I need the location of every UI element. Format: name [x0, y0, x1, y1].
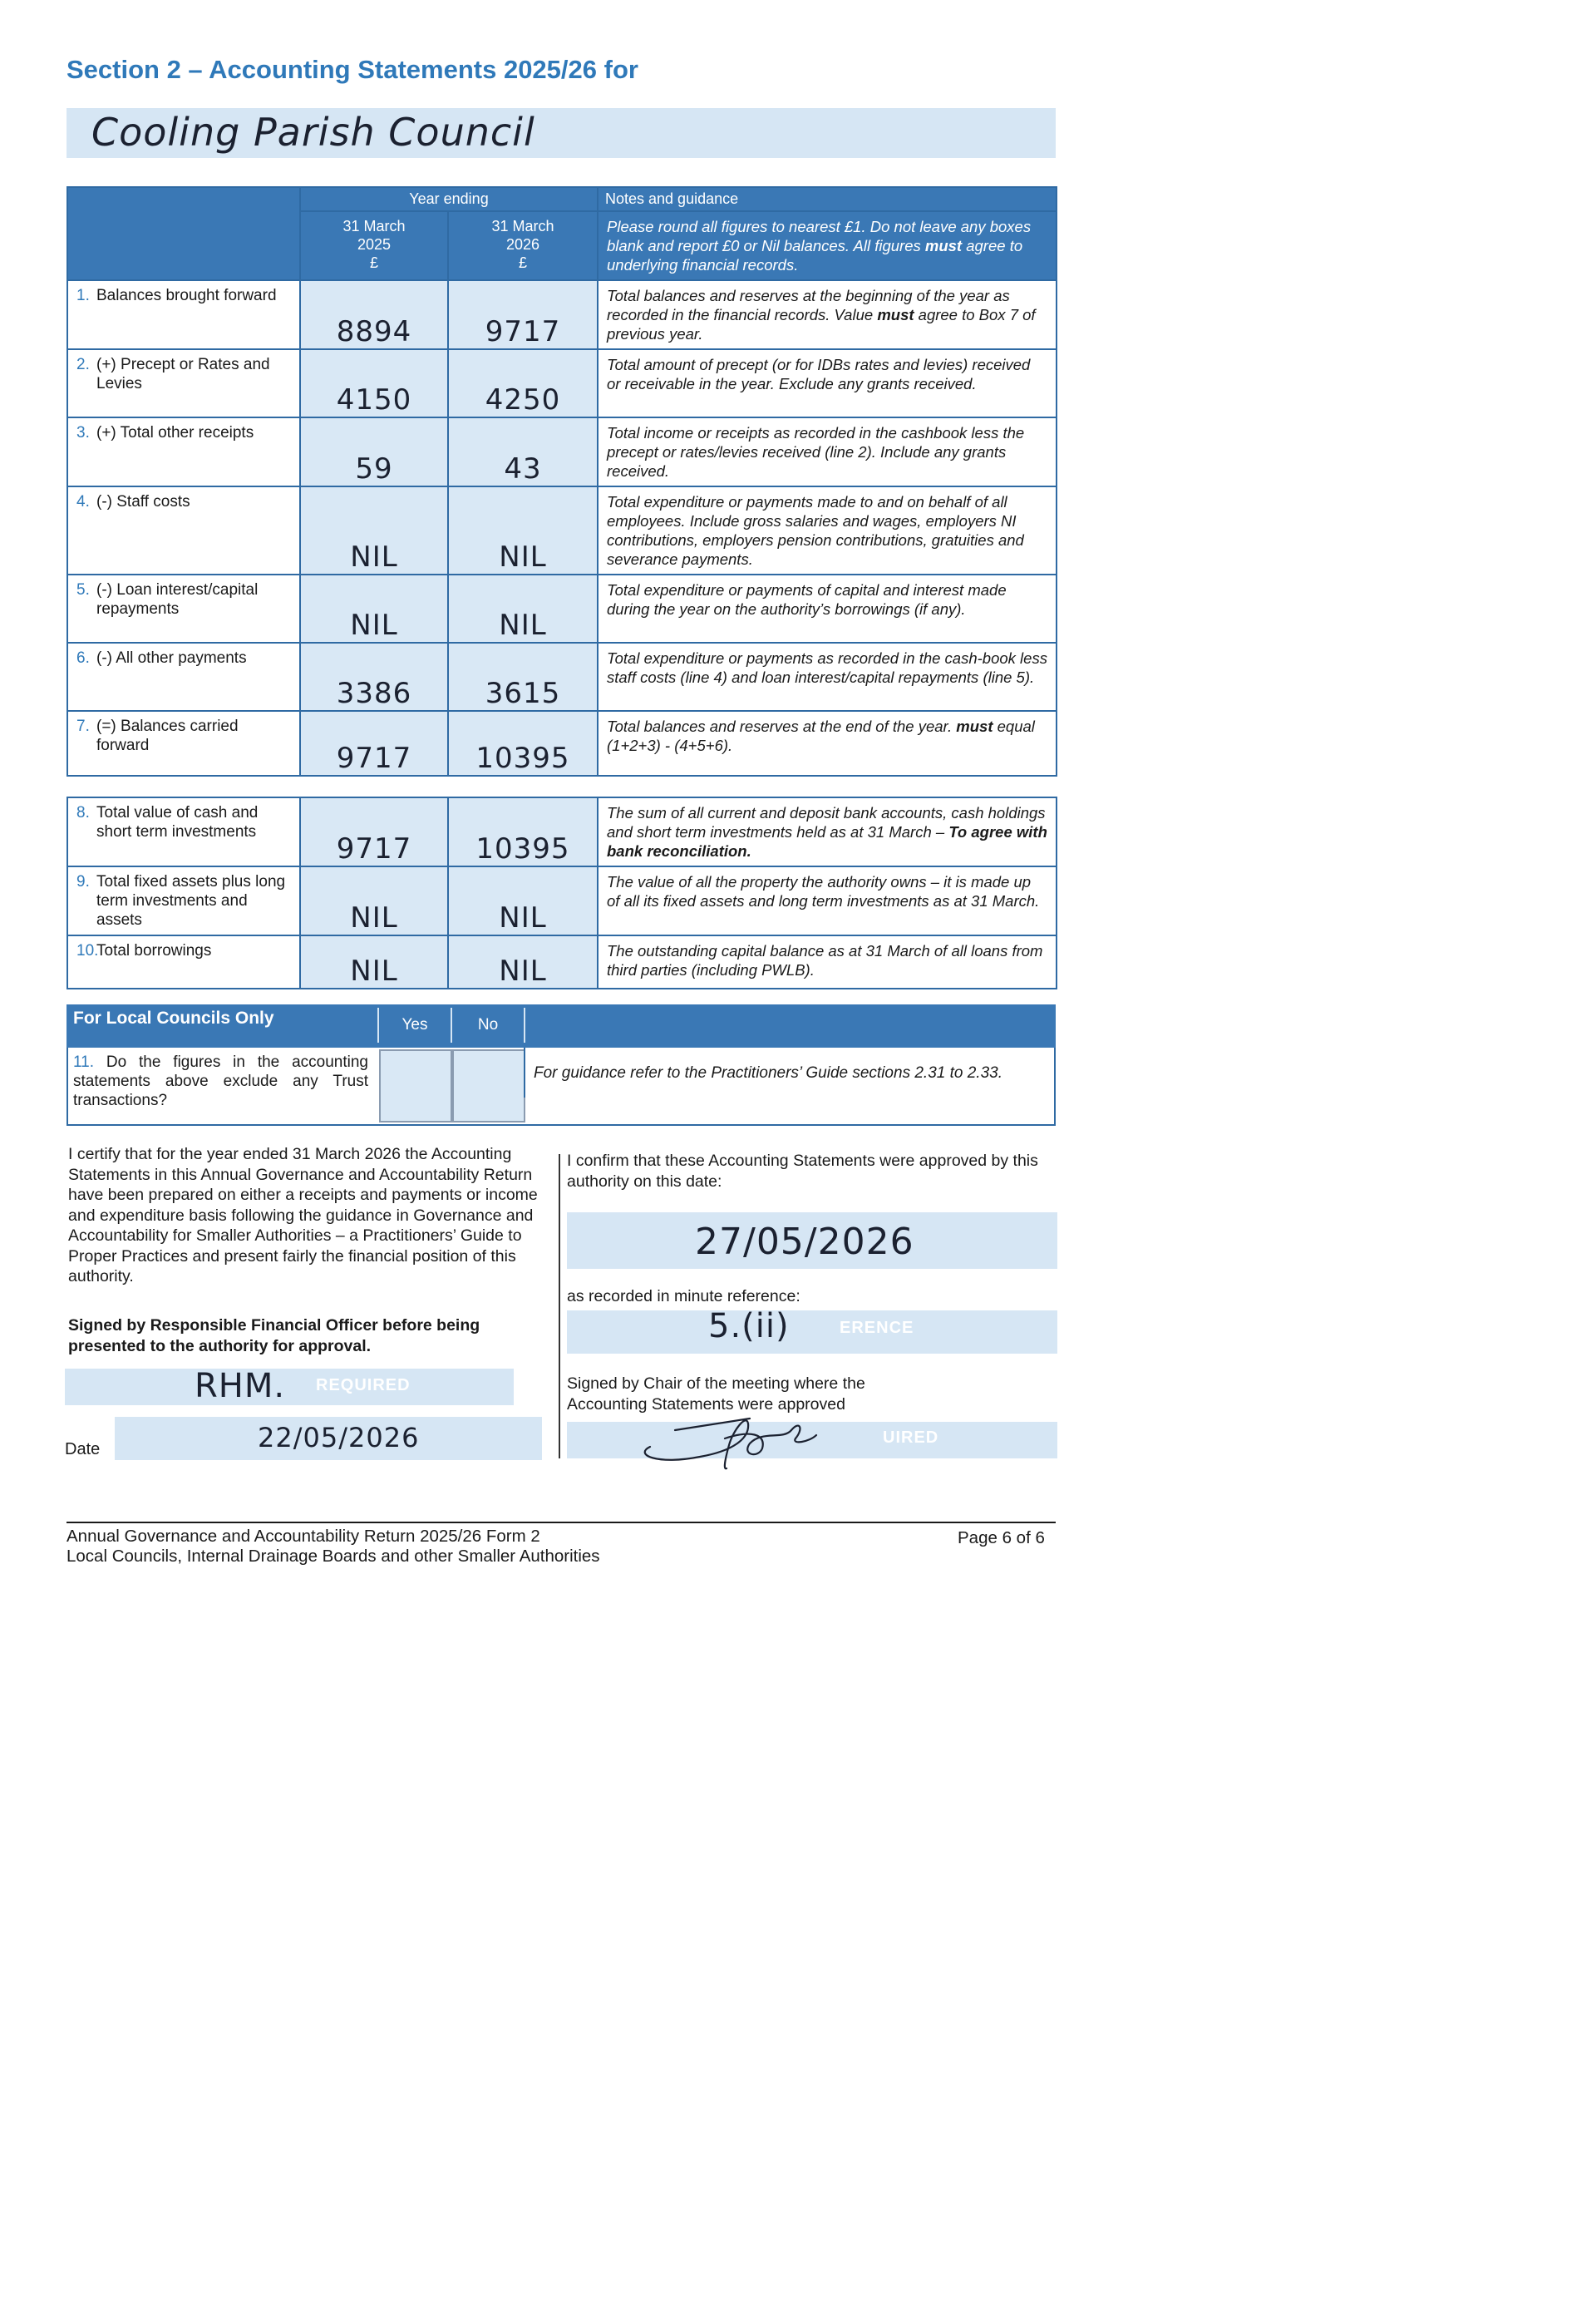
row-guidance-tail: agree to Box 7 of previous year. — [607, 306, 1036, 343]
rfo-date-label: Date — [65, 1440, 101, 1458]
value-2025-field[interactable]: NIL — [300, 866, 448, 935]
notes-intro-post: agree to underlying financial records. — [607, 237, 1023, 274]
row-guidance-text: The value of all the property the authority owns – it is made up of all its fixed assets and long term investments as at 31 March. — [607, 873, 1040, 910]
value-2026-field[interactable]: NIL — [448, 486, 598, 575]
value-2026-field[interactable]: 4250 — [448, 349, 598, 417]
question-11-guidance: For guidance refer to the Practitioners’ Guide sections 2.31 to 2.33. — [534, 1064, 1002, 1082]
question-11-no-checkbox[interactable] — [452, 1049, 525, 1122]
question-11-label: Do the figures in the accounting statements above exclude any Trust transactions? — [73, 1053, 368, 1109]
row-label-cell — [67, 643, 300, 711]
row-label: (-) Staff costs — [96, 493, 190, 511]
year-ending-header: Year ending — [300, 187, 598, 211]
statement-row — [67, 349, 1057, 417]
notes-heading: Notes and guidance — [598, 187, 1057, 211]
row-label-cell — [67, 797, 300, 866]
footer-rule — [66, 1522, 1056, 1523]
approval-date-value: 27/05/2026 — [695, 1221, 914, 1263]
notes-intro — [598, 211, 1057, 280]
page-number: Page 6 of 6 — [958, 1528, 1045, 1547]
value-2025-field[interactable]: 9717 — [300, 797, 448, 866]
value-2025-field[interactable]: NIL — [300, 935, 448, 989]
row-label: (+) Total other receipts — [96, 424, 254, 442]
row-guidance-bold: must — [877, 306, 914, 323]
row-guidance-text: The sum of all current and deposit bank accounts, cash holdings and short term investments held as at 31 March – — [607, 804, 1046, 841]
rfo-signature-field[interactable] — [65, 1369, 514, 1405]
accounting-statements-table — [66, 186, 1057, 777]
chair-signature-label: Signed by Chair of the meeting where the Accounting Statements were approved — [567, 1374, 865, 1414]
value-2025-field[interactable]: NIL — [300, 486, 448, 575]
asset-rows — [67, 797, 1057, 989]
minute-reference-watermark: ERENCE — [840, 1319, 914, 1337]
value-2026-field[interactable]: NIL — [448, 935, 598, 989]
rfo-required-watermark: REQUIRED — [316, 1376, 411, 1394]
row-guidance — [598, 935, 1057, 989]
row-guidance — [598, 486, 1057, 575]
column-2026-year: 2026 — [505, 236, 540, 253]
value-2026-field[interactable]: 10395 — [448, 711, 598, 776]
row-guidance-text: Total amount of precept (or for IDBs rates and levies) received or receivable in the year. Exclude any grants received. — [607, 356, 1031, 392]
row-label-cell — [67, 349, 300, 417]
no-column-label: No — [451, 1008, 525, 1043]
footer-form-title: Annual Governance and Accountability Return 2025/26 Form 2 — [66, 1527, 540, 1546]
statement-row — [67, 711, 1057, 776]
row-label: Total borrowings — [96, 942, 212, 960]
row-guidance-bold: must — [956, 718, 993, 735]
row-label-cell — [67, 935, 300, 989]
statement-row — [67, 866, 1057, 935]
row-guidance-bold: To agree with bank reconciliation. — [607, 823, 1047, 860]
row-label-cell — [67, 417, 300, 486]
row-guidance-text: Total balances and reserves at the beginning of the year as recorded in the financial records. Value — [607, 287, 1010, 323]
row-label: (=) Balances carried forward — [96, 718, 239, 754]
row-guidance-tail: equal (1+2+3) - (4+5+6). — [607, 718, 1035, 754]
section-title: Section 2 – Accounting Statements 2025/26 for — [66, 55, 638, 84]
row-label-cell — [67, 486, 300, 575]
rfo-date-value: 22/05/2026 — [258, 1422, 420, 1453]
row-number: 9. — [76, 873, 90, 891]
value-2025-field[interactable]: 9717 — [300, 711, 448, 776]
local-councils-title: For Local Councils Only — [73, 1009, 274, 1028]
chair-signature — [625, 1405, 874, 1472]
row-label: (+) Precept or Rates and Levies — [96, 356, 270, 392]
minute-reference-field[interactable] — [567, 1310, 1057, 1354]
statement-rows — [67, 280, 1057, 776]
row-label-cell — [67, 711, 300, 776]
row-label: (-) Loan interest/capital repayments — [96, 581, 259, 618]
footer-authority-types: Local Councils, Internal Drainage Boards and other Smaller Authorities — [66, 1547, 600, 1566]
value-2026-field[interactable]: 9717 — [448, 280, 598, 349]
rfo-signature: RHM. — [195, 1367, 286, 1405]
column-header-2026 — [448, 211, 598, 280]
value-2026-field[interactable]: NIL — [448, 866, 598, 935]
row-number: 4. — [76, 493, 90, 511]
value-2025-field[interactable]: 8894 — [300, 280, 448, 349]
approval-confirmation-text: I confirm that these Accounting Statements were approved by this authority on this date: — [567, 1152, 1038, 1191]
statement-row — [67, 575, 1057, 643]
row-label-cell — [67, 575, 300, 643]
statement-row — [67, 643, 1057, 711]
rfo-signing-instruction: Signed by Responsible Financial Officer before being presented to the authority for approval. — [68, 1316, 480, 1355]
row-number: 10. — [76, 942, 99, 960]
row-guidance-text: Total balances and reserves at the end of the year. — [607, 718, 957, 735]
row-guidance — [598, 575, 1057, 643]
row-guidance-text: The outstanding capital balance as at 31 March of all loans from third parties (including PWLB). — [607, 942, 1043, 979]
header-blank-cell — [67, 187, 300, 280]
value-2025-field[interactable]: 59 — [300, 417, 448, 486]
row-label: (-) All other payments — [96, 649, 247, 667]
minute-reference-value: 5.(ii) — [708, 1307, 790, 1345]
yes-column-label: Yes — [377, 1008, 451, 1043]
question-11-number: 11. — [73, 1053, 95, 1071]
row-guidance — [598, 280, 1057, 349]
column-header-2025 — [300, 211, 448, 280]
statement-row — [67, 417, 1057, 486]
divider-line — [524, 1048, 525, 1098]
column-2026-unit: £ — [518, 254, 527, 271]
row-guidance-text: Total income or receipts as recorded in the cashbook less the precept or rates/levies received (line 2). Include any grants received. — [607, 424, 1025, 480]
row-label: Total value of cash and short term investments — [96, 804, 259, 841]
row-label-cell — [67, 866, 300, 935]
value-2026-field[interactable]: NIL — [448, 575, 598, 643]
value-2025-field[interactable]: 3386 — [300, 643, 448, 711]
row-number: 6. — [76, 649, 90, 667]
statement-row — [67, 280, 1057, 349]
notes-intro-bold: must — [924, 237, 963, 254]
row-guidance-text: Total expenditure or payments of capital and interest made during the year on the authority’s borrowings (if any). — [607, 581, 1007, 618]
council-name-handwritten: Cooling Parish Council — [91, 110, 535, 155]
row-guidance — [598, 349, 1057, 417]
row-number: 5. — [76, 581, 90, 599]
value-2026-field[interactable]: 3615 — [448, 643, 598, 711]
column-2025-unit: £ — [369, 254, 378, 271]
assets-table — [66, 797, 1057, 989]
vertical-divider — [559, 1154, 560, 1458]
value-2026-field[interactable]: 43 — [448, 417, 598, 486]
row-guidance-text: Total expenditure or payments as recorded in the cash-book less staff costs (line 4) and loan interest/capital repayments (line 5). — [607, 649, 1047, 686]
minute-reference-label: as recorded in minute reference: — [567, 1287, 800, 1305]
row-label-cell — [67, 280, 300, 349]
question-11-text — [73, 1053, 368, 1110]
notes-intro-pre: Please round all figures to nearest £1. Do not leave any boxes blank and report £0 or Nil balances. All figures — [607, 218, 1032, 254]
row-number: 1. — [76, 287, 90, 304]
row-number: 2. — [76, 356, 90, 373]
row-guidance — [598, 643, 1057, 711]
row-number: 8. — [76, 804, 90, 822]
row-guidance — [598, 797, 1057, 866]
rfo-certification-text: I certify that for the year ended 31 March 2026 the Accounting Statements in this Annual Governance and Accountability Return have been prepared on either a receipts and payments or income and expenditure basis following the guidance in Governance and Accountability for Smaller Authorities – a Practitioners’ Guide to Proper Practices and present fairly the financial position of this authority. — [68, 1145, 538, 1285]
value-2025-field[interactable]: 4150 — [300, 349, 448, 417]
column-2026-date: 31 March — [491, 218, 554, 234]
row-guidance — [598, 711, 1057, 776]
statement-row — [67, 935, 1057, 989]
row-guidance — [598, 417, 1057, 486]
chair-required-watermark: UIRED — [883, 1428, 939, 1447]
value-2025-field[interactable]: NIL — [300, 575, 448, 643]
statement-row — [67, 486, 1057, 575]
row-number: 3. — [76, 424, 90, 442]
row-guidance-text: Total expenditure or payments made to and on behalf of all employees. Include gross salaries and wages, employers NI contributions, employers pension contributions, gratuities and severance payments. — [607, 493, 1024, 568]
row-number: 7. — [76, 718, 90, 735]
row-label: Total fixed assets plus long term investments and assets — [96, 873, 286, 929]
column-2025-date: 31 March — [342, 218, 406, 234]
value-2026-field[interactable]: 10395 — [448, 797, 598, 866]
question-11-yes-checkbox[interactable] — [379, 1049, 452, 1122]
row-label: Balances brought forward — [96, 287, 277, 304]
statement-row — [67, 797, 1057, 866]
row-guidance — [598, 866, 1057, 935]
column-2025-year: 2025 — [357, 236, 392, 253]
